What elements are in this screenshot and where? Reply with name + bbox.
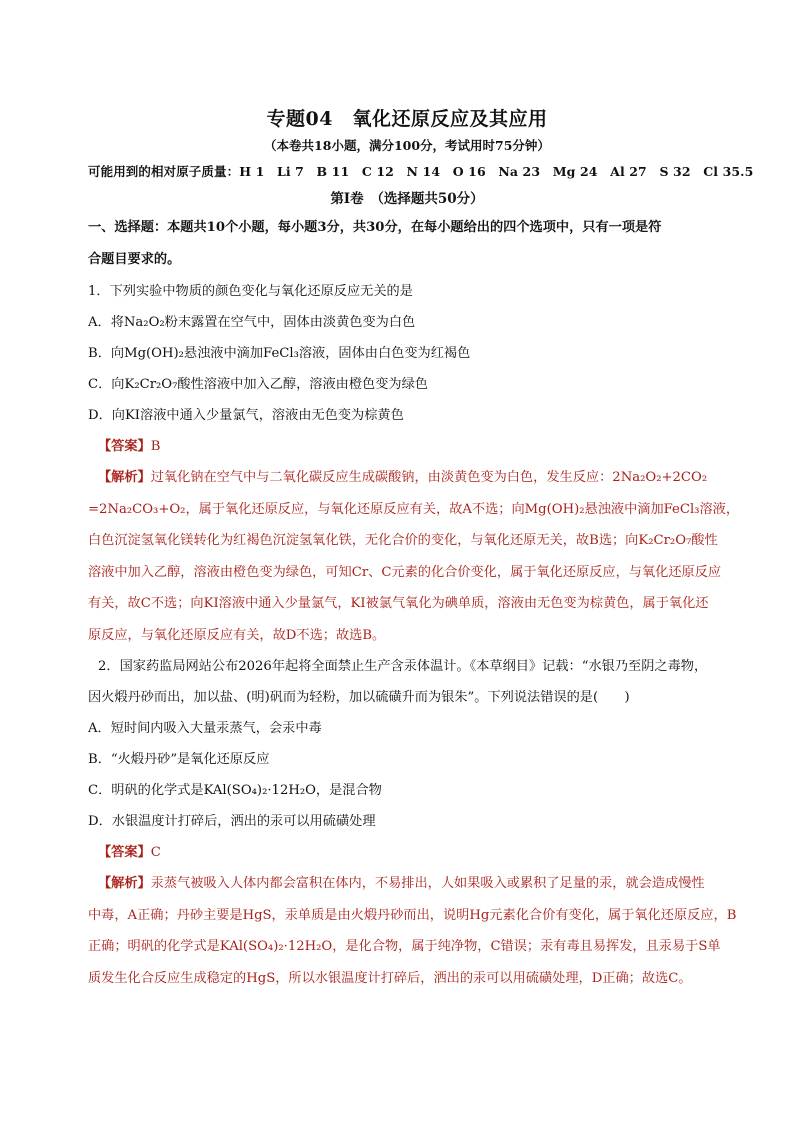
q1-explanation-line: 白色沉淀氢氧化镁转化为红褐色沉淀氢氧化铁，无化合价的变化，与氧化还原无关，故B选；向K₂Cr₂O₇酸性 xyxy=(88,533,718,548)
exam-note: （本卷共18小题，满分100分，考试用时75分钟） xyxy=(264,138,550,153)
q2-answer xyxy=(88,837,726,868)
q2-option-d: D．水银温度计打碎后，洒出的汞可以用硫磺处理 xyxy=(88,814,376,829)
q2-stem-line2: 因火煅丹砂而出，加以盐、(明)矾而为轻粉，加以硫磺升而为银朱”。下列说法错误的是( ) xyxy=(88,690,630,705)
q1-answer xyxy=(88,431,726,462)
answer-tag: 【答案】 xyxy=(98,439,151,454)
explanation-tag: 【解析】 xyxy=(98,470,151,485)
q1-option-a: A．将Na₂O₂粉末露置在空气中，固体由淡黄色变为白色 xyxy=(88,315,416,330)
q1-option-c: C．向K₂Cr₂O₇酸性溶液中加入乙醇，溶液由橙色变为绿色 xyxy=(88,377,428,392)
q2-option-a: A．短时间内吸入大量汞蒸气，会汞中毒 xyxy=(88,721,322,736)
answer-value: B xyxy=(150,439,161,454)
document-page xyxy=(88,96,754,994)
atomic-masses: 可能用到的相对原子质量：H 1 Li 7 B 11 C 12 N 14 O 16 Na 23 Mg 24 Al 27 S 32 Cl 35.5 xyxy=(88,164,754,179)
q1-explanation-line: =2Na₂CO₃+O₂，属于氧化还原反应，与氧化还原反应有关，故A不选；向Mg(OH)₂悬浊液中滴加FeCl₃溶液， xyxy=(88,501,740,517)
q2-stem-line1: 2．国家药监局网站公布2026年起将全面禁止生产含汞体温计。《本草纲目》记载：“水银乃至阴之毒物， xyxy=(98,659,708,674)
q1-stem: 1．下列实验中物质的颜色变化与氧化还原反应无关的是 xyxy=(88,284,413,299)
q2-explanation-line: 【解析】汞蒸气被吸入人体内都会富积在体内，不易排出，人如果吸入或累积了足量的汞，就会造成慢性 xyxy=(98,876,705,891)
explanation-tag: 【解析】 xyxy=(98,876,151,891)
q1-explanation-line: 有关，故C不选；向KI溶液中通入少量氯气，KI被氯气氧化为碘单质，溶液由无色变为棕黄色，属于氧化还 xyxy=(88,596,709,611)
q1-explanation-line: 溶液中加入乙醇，溶液由橙色变为绿色，可知Cr、C元素的化合价变化，属于氧化还原反应，与氧化还原反应 xyxy=(88,564,722,580)
section-instructions-line1: 一、选择题：本题共10个小题，每小题3分，共30分，在每小题给出的四个选项中，只有一项是符 xyxy=(88,220,662,235)
q2-explanation-line: 正确；明矾的化学式是KAl(SO₄)₂·12H₂O，是化合物，属于纯净物，C错误；汞有毒且易挥发，且汞易于S单 xyxy=(88,939,721,954)
q2-option-c: C．明矾的化学式是KAl(SO₄)₂·12H₂O，是混合物 xyxy=(88,783,382,798)
answer-tag: 【答案】 xyxy=(98,845,151,860)
q1-option-b: B．向Mg(OH)₂悬浊液中滴加FeCl₃溶液，固体由白色变为红褐色 xyxy=(88,346,471,361)
answer-value: C xyxy=(150,845,161,860)
q2-option-b: B．“火煅丹砂”是氧化还原反应 xyxy=(88,752,270,767)
page-title: 专题04 氧化还原反应及其应用 xyxy=(266,108,548,130)
section-instructions-line2: 合题目要求的。 xyxy=(88,252,181,267)
q1-explanation-line: 原反应，与氧化还原反应有关，故D不选；故选B。 xyxy=(88,627,386,643)
q1-explanation-line: 【解析】过氧化钠在空气中与二氧化碳反应生成碳酸钠，由淡黄色变为白色，发生反应：2Na₂O₂+2CO₂ xyxy=(98,470,708,485)
q2-explanation-line: 质发生化合反应生成稳定的HgS，所以水银温度计打碎后，洒出的汞可以用硫磺处理，D正确；故选C。 xyxy=(88,970,692,986)
q2-explanation-line: 中毒，A正确；丹砂主要是HgS，汞单质是由火煅丹砂而出，说明Hg元素化合价有变化，属于氧化还原反应，B xyxy=(88,907,737,923)
volume-heading: 第Ⅰ卷 （选择题共50分） xyxy=(330,191,484,207)
q1-option-d: D．向KI溶液中通入少量氯气，溶液由无色变为棕黄色 xyxy=(88,408,404,423)
